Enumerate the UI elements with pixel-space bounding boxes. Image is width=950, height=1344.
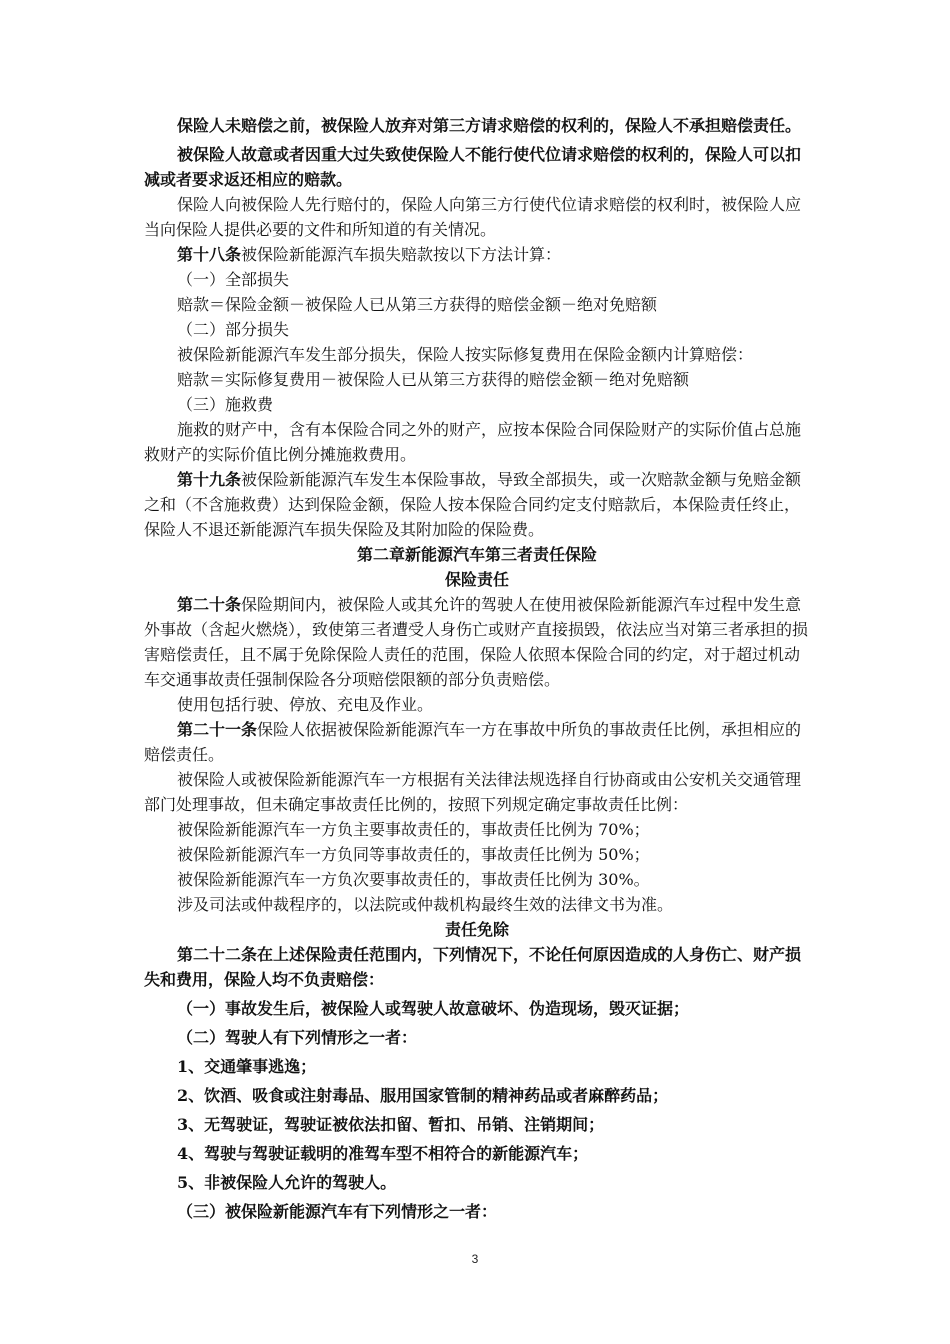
list-item: （二）驾驶人有下列情形之一者： xyxy=(177,1028,418,1047)
article-22: 第二十二条在上述保险责任范围内，下列情况下，不论任何原因造成的人身伤亡、财产损失和费用，保险人均不负责赔偿： xyxy=(144,945,802,989)
paragraph: 被保险新能源汽车一方负次要事故责任的，事故责任比例为 30%。 xyxy=(177,870,650,889)
paragraph: 使用包括行驶、停放、充电及作业。 xyxy=(177,695,434,714)
section-title: 责任免除 xyxy=(444,920,509,939)
article-text: 被保险新能源汽车损失赔款按以下方法计算： xyxy=(241,245,562,264)
paragraph: 保险人向被保险人先行赔付的，保险人向第三方行使代位请求赔偿的权利时，被保险人应当向保险人提供必要的文件和所知道的有关情况。 xyxy=(144,195,802,239)
list-item: （一）事故发生后，被保险人或驾驶人故意破坏、伪造现场，毁灭证据； xyxy=(177,999,690,1018)
paragraph: 涉及司法或仲裁程序的，以法院或仲裁机构最终生效的法律文书为准。 xyxy=(177,895,674,914)
article-text: 被保险新能源汽车发生本保险事故，导致全部损失，或一次赔款金额与免赔金额之和（不含施救费）达到保险金额，保险人按本保险合同约定支付赔款后，本保险责任终止，保险人不退还新能源汽车损失保险及其附加险的保险费。 xyxy=(144,470,802,539)
article-18 xyxy=(144,242,810,267)
article-text: 保险期间内，被保险人或其允许的驾驶人在使用被保险新能源汽车过程中发生意外事故（含起火燃烧），致使第三者遭受人身伤亡或财产直接损毁，依法应当对第三者承担的损害赔偿责任，且不属于免除保险人责任的范围，保险人依照本保险合同的约定，对于超过机动车交通事故责任强制保险各分项赔偿限额的部分负责赔偿。 xyxy=(144,595,809,689)
article-20 xyxy=(144,592,810,692)
paragraph: 被保险人故意或者因重大过失致使保险人不能行使代位请求赔偿的权利的，保险人可以扣减或者要求返还相应的赔款。 xyxy=(144,145,802,189)
list-item: 4、驾驶与驾驶证载明的准驾车型不相符合的新能源汽车； xyxy=(177,1144,589,1163)
paragraph: 被保险新能源汽车发生部分损失，保险人按实际修复费用在保险金额内计算赔偿： xyxy=(177,345,754,364)
paragraph: 被保险新能源汽车一方负同等事故责任的，事故责任比例为 50%； xyxy=(177,845,650,864)
paragraph: 保险人未赔偿之前，被保险人放弃对第三方请求赔偿的权利的，保险人不承担赔偿责任。 xyxy=(177,116,802,135)
list-item: 5、非被保险人允许的驾驶人。 xyxy=(177,1173,397,1192)
paragraph: 施救的财产中，含有本保险合同之外的财产，应按本保险合同保险财产的实际价值占总施救财产的实际价值比例分摊施救费用。 xyxy=(144,420,802,464)
paragraph: （二）部分损失 xyxy=(177,320,290,339)
article-text: 保险人依据被保险新能源汽车一方在事故中所负的事故责任比例，承担相应的赔偿责任。 xyxy=(144,720,802,764)
chapter-title: 第二章新能源汽车第三者责任保险 xyxy=(356,545,597,564)
paragraph: （三）施救费 xyxy=(177,395,274,414)
page-number: 3 xyxy=(471,1252,479,1266)
page-content xyxy=(144,113,810,1224)
article-19 xyxy=(144,467,810,542)
paragraph: 赔款＝实际修复费用－被保险人已从第三方获得的赔偿金额－绝对免赔额 xyxy=(177,370,690,389)
list-item: （三）被保险新能源汽车有下列情形之一者： xyxy=(177,1202,498,1221)
article-lead: 第二十条 xyxy=(177,595,242,614)
article-lead: 第十九条 xyxy=(177,470,242,489)
paragraph: （一）全部损失 xyxy=(177,270,290,289)
paragraph: 被保险新能源汽车一方负主要事故责任的，事故责任比例为 70%； xyxy=(177,820,650,839)
paragraph: 赔款＝保险金额－被保险人已从第三方获得的赔偿金额－绝对免赔额 xyxy=(177,295,658,314)
list-item: 3、无驾驶证，驾驶证被依法扣留、暂扣、吊销、注销期间； xyxy=(177,1115,605,1134)
section-title: 保险责任 xyxy=(444,570,509,589)
paragraph: 被保险人或被保险新能源汽车一方根据有关法律法规选择自行协商或由公安机关交通管理部门处理事故，但未确定事故责任比例的，按照下列规定确定事故责任比例： xyxy=(144,770,802,814)
article-lead: 第十八条 xyxy=(177,245,242,264)
article-lead: 第二十一条 xyxy=(177,720,258,739)
article-21 xyxy=(144,717,810,767)
list-item: 2、饮酒、吸食或注射毒品、服用国家管制的精神药品或者麻醉药品； xyxy=(177,1086,669,1105)
list-item: 1、交通肇事逃逸； xyxy=(177,1057,317,1076)
